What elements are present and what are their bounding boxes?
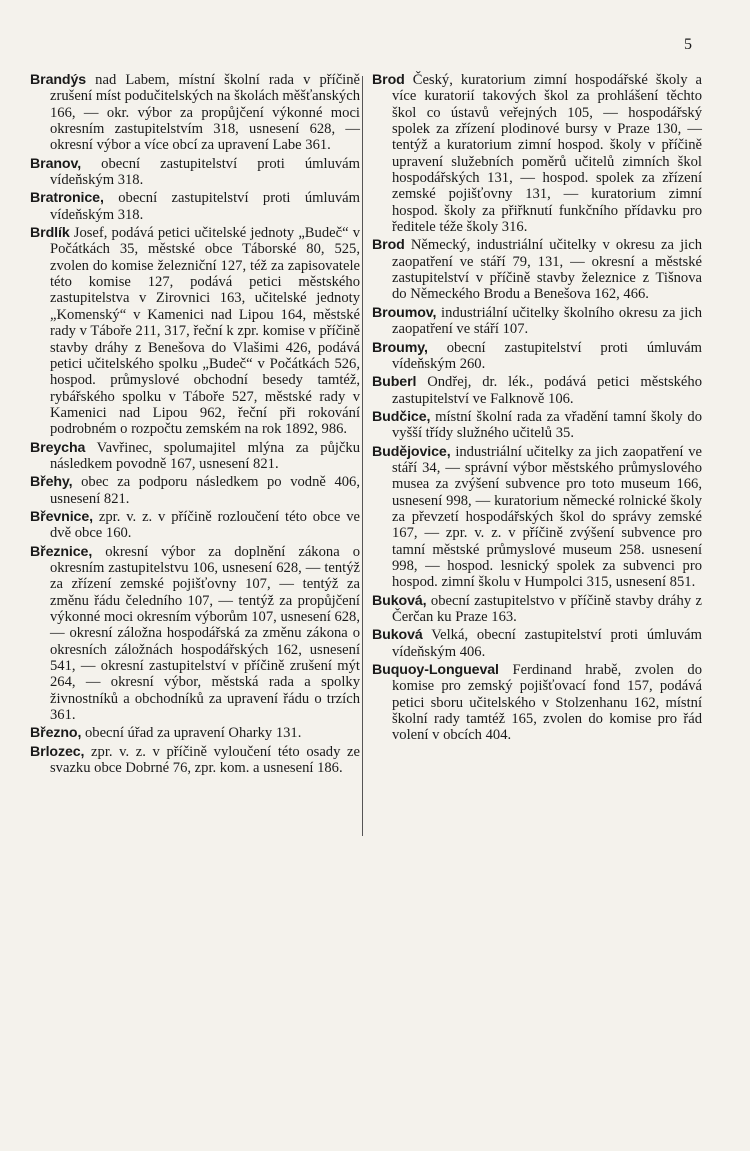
entry-text: industriální učitelky školního okresu za jich zaopatření ve stáří 107.: [392, 304, 702, 338]
entry-head: Brandýs: [30, 72, 87, 88]
index-entry: [372, 409, 702, 442]
entry-head: Březnice,: [30, 543, 93, 560]
index-entry: [30, 474, 360, 507]
entry-text: obecní zastupitelství proti úmluvám vídeňským 318.: [50, 155, 360, 189]
entry-head: Bratronice,: [30, 190, 104, 207]
entry-text: Josef, podává petici učitelské jednoty „Budeč“ v Počátkách 35, městské obce Táborské 80, 525, zvolen do komise železniční 127, též za zapisovatele této komise 127, podává petici městského zastupitelstva v Zirovnici 163, učitelské jednoty „Komenský“ v Kamenici nad Lipou 164, městské rady v Táboře 211, 317, řeční k zpr. komise v příčině stavby dráhy z Benešova do Vlašimi 426, podává petici učitelského spolku „Budeč“ v Počátkách 526, hospod. průmyslové obchodní besedy tamtéž, rybářského spolku v Táboře 527, městské rady v Kamenici nad Lipou 962, řeční při rokování podrobném o rozpočtu zemském na rok 1892, 986.: [50, 225, 360, 438]
entry-head: Breycha: [30, 439, 86, 456]
index-entry: [372, 237, 702, 302]
index-entry: [30, 725, 360, 741]
entry-text: nad Labem, místní školní rada v příčině zrušení míst podučitelských na školách měšťanských 166, — okr. výbor za propůjčení výkonné moci okresním zastupitelstvím 318, usnesení 628, — okresní výbor a více obcí za upravení Labe 361.: [50, 72, 360, 154]
entry-head: Budčice,: [372, 408, 431, 425]
entry-head: Broumy,: [372, 339, 428, 356]
index-entry: [372, 340, 702, 373]
page-number: 5: [684, 36, 692, 53]
entry-text: Velká, obecní zastupitelství proti úmluvám vídeňským 406.: [392, 627, 702, 660]
entry-text: místní školní rada za vřadění tamní školy do vyšší třídy služného učitelů 35.: [392, 408, 702, 442]
entry-head: Branov,: [30, 155, 82, 172]
entry-text: okresní výbor za doplnění zákona o okresním zastupitelstvu 106, usnesení 628, — tentýž za zřízení zemské pojišťovny 107, — tentýž za změnu řádu čeledního 107, — tentýž za propůjčení výkonné moci okresním výborům 107, usnesení 628, — okresní záložna hospodářská za změnu zákona o okresních záložnách hospodářských 162, usnesení 541, — okresní zastupitelství v příčině zrušení mýt 264, — okresní výbor, městská rada a spolky živnostníků a obchodníků za upravení řádu o trzích 361.: [50, 543, 360, 724]
entry-text: obecní zastupitelství proti úmluvám vídeňským 318.: [50, 190, 360, 223]
entry-head: Buková,: [372, 592, 427, 609]
entry-text: obecní zastupitelstvo v příčině stavby dráhy z Čerčan ku Praze 163.: [392, 592, 702, 625]
entry-text: Český, kuratorium zimní hospodářské školy a více kuratorií takových škol za prohlášení těchto škol co ústavů veřejných 105, — hospodářský spolek za zřízení plodinové bursy v Praze 130, — tentýž a kuratorium zimní hospod. školy v příčině upravení služebních poměrů učitelů zimních škol hospodářských 131, — hospod. spolek za zřízení zemské pojišťovny 131, — kuratorium zimní hospod. školy za přiřknutí funkčního přídavku pro ředitele téže školy 316.: [392, 72, 703, 236]
index-entry: [372, 662, 702, 744]
entry-head: Buberl: [372, 374, 417, 391]
entry-text: Ondřej, dr. lék., podává petici městského zastupitelství ve Falknově 106.: [392, 374, 702, 407]
index-entry: [372, 593, 702, 626]
entry-head: Buquoy-Longueval: [372, 662, 499, 679]
index-entry: [372, 627, 702, 660]
entry-text: obecní zastupitelství proti úmluvám vídeňským 260.: [392, 339, 702, 372]
index-entry: [30, 225, 360, 437]
entry-head: Brlozec,: [30, 743, 85, 760]
index-entry: [372, 305, 702, 338]
index-entry: [30, 509, 360, 542]
entry-head: Břevnice,: [30, 508, 93, 525]
entry-text: Německý, industriální učitelky v okresu za jich zaopatření ve stáří 79, 131, — okresní a městské zastupitelství v příčině stavby železnice z Tišnova do Německého Brodu a Benešova 162, 466.: [392, 237, 702, 303]
entry-text: obecní úřad za upravení Oharky 131.: [84, 725, 302, 742]
index-entry: [372, 444, 702, 591]
entry-head: Brod: [372, 72, 405, 88]
entry-text: obec za podporu následkem po vodně 406, usnesení 821.: [50, 474, 360, 507]
entry-text: zpr. v. z. v příčině vyloučení této osady ze svazku obce Dobrné 76, zpr. kom. a usnesení 186.: [50, 743, 360, 777]
index-entry: [372, 72, 702, 235]
entry-text: zpr. v. z. v příčině rozloučení této obce ve dvě obce 160.: [50, 508, 360, 542]
index-entry: [30, 544, 360, 724]
entry-text: industriální učitelky za jich zaopatření ve stáří 34, — správní výbor městského průmyslového musea za zvýšení subvence pro toto museum 166, usnesení 998, — kuratorium německé rolnické školy za převzetí hospodářských škol do správy zemské 167, — zpr. v. z. v příčině zvýšení subvence pro tamní městské průmyslové museum 258. usnesení 998, — hospod. lesnický spolek za subvenci pro hospod. zimní školu v Humpolci 315, usnesení 851.: [392, 443, 702, 591]
entry-head: Březno,: [30, 725, 82, 742]
index-entry: [372, 374, 702, 407]
index-entry: [30, 156, 360, 189]
entry-head: Břehy,: [30, 474, 73, 491]
index-entry: [30, 190, 360, 223]
entry-head: Brod: [372, 237, 405, 254]
entry-head: Brdlík: [30, 225, 70, 242]
left-column: [30, 72, 360, 778]
index-entry: [30, 440, 360, 473]
index-entry: [30, 744, 360, 777]
right-column: [372, 72, 702, 746]
entry-text: Ferdinand hrabě, zvolen do komise pro zemský pojišťovací fond 157, podává petici sboru učitelského v Stolzenhanu 162, místní školní rady tamtéž 165, zvolen do komise pro řád volení v obcích 404.: [392, 662, 703, 744]
index-entry: [30, 72, 360, 154]
entry-head: Broumov,: [372, 304, 437, 321]
entry-text: Vavřinec, spolumajitel mlýna za půjčku následkem povodně 167, usnesení 821.: [50, 439, 361, 472]
entry-head: Buková: [372, 627, 423, 644]
entry-head: Budějovice,: [372, 443, 451, 460]
column-divider: [362, 76, 363, 836]
